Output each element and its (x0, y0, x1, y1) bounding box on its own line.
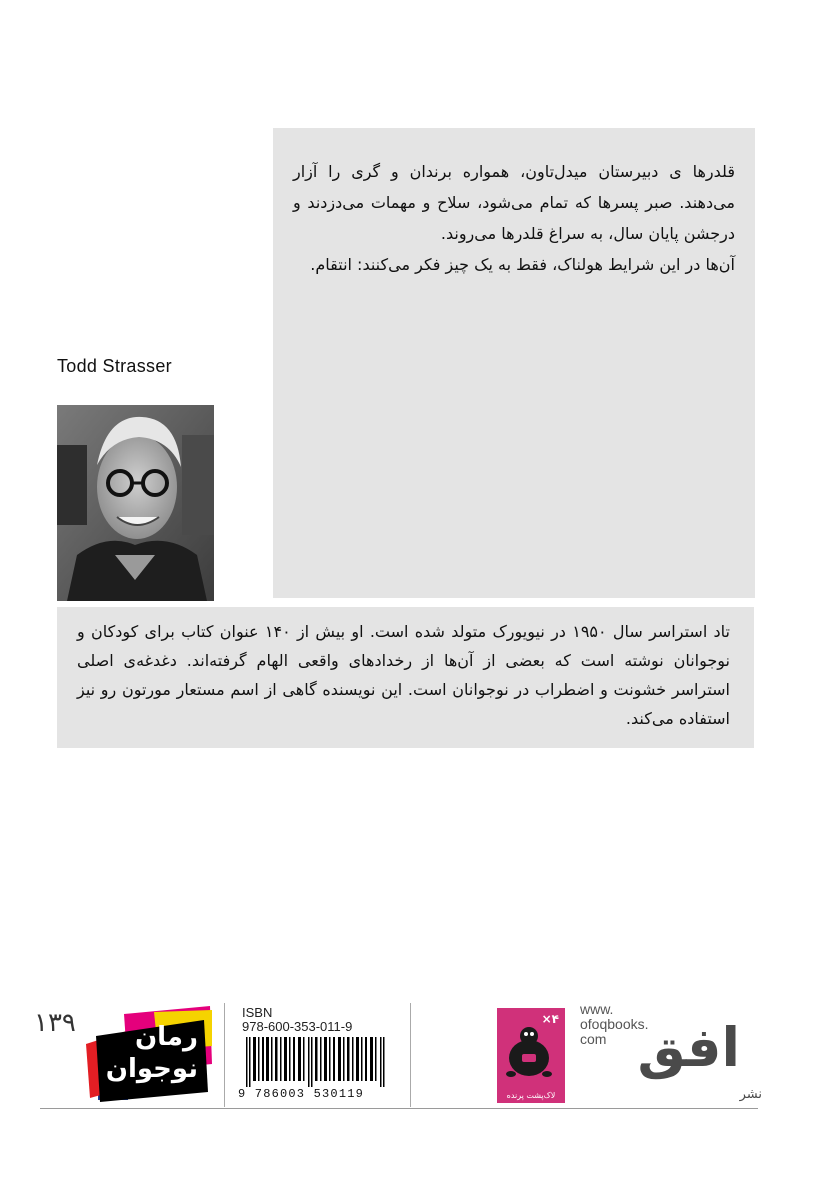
author-photo (57, 405, 214, 601)
turtle-icon (497, 1008, 565, 1103)
synopsis-panel (273, 128, 755, 598)
barcode-digits: 9 786003 530119 (238, 1087, 365, 1101)
author-bio-text: تاد استراسر سال ۱۹۵۰ در نیویورک متولد شده است. او بیش از ۱۴۰ عنوان کتاب برای کودکان و نوجوانان نوشته است که بعضی از آن‌ها از رخدادهای واقعی الهام گرفته‌اند. دغدغه‌ی اصلی استراسر خشونت و اضطراب در نوجوانان است. این نویسنده گاهی از اسم مستعار مورتون رو نیز استفاده می‌کند. (77, 622, 731, 728)
imprint-count: ×۴ (541, 1012, 559, 1026)
imprint-badge (497, 1008, 565, 1103)
author-name: Todd Strasser (57, 356, 172, 376)
author-bio-panel (57, 607, 754, 748)
page-number: ۱۳۹ (34, 1008, 76, 1038)
website-line2: ofoqbooks. (580, 1016, 649, 1032)
barcode-block (238, 1005, 400, 1105)
imprint-caption: لاک‌پشت پرنده (506, 1091, 556, 1100)
series-title-line1: رمان (134, 1022, 198, 1052)
footer-divider-left (224, 1003, 225, 1107)
synopsis-text: قلدرها ی دبیرستان میدل‌تاون، همواره برندان و گری را آزار می‌دهند. صبر پسرها که تمام می‌شود، سلاح و مهمات می‌دزدند و درجشن پایان سال، به سراغ قلدرها می‌روند. آن‌ها در این شرایط هولناک، فقط به یک چیز فکر می‌کنند: انتقام. (293, 162, 735, 274)
isbn-number: 978-600-353-011-9 (242, 1019, 353, 1034)
publisher-name: افق (637, 1016, 740, 1079)
series-logo (84, 1006, 214, 1102)
isbn-label: ISBN (242, 1005, 273, 1020)
website-line1: www. (580, 1001, 614, 1017)
publisher-tag: نشر (739, 1087, 762, 1102)
series-title-line2: نوجوان (105, 1054, 198, 1084)
footer-divider-center (410, 1003, 411, 1107)
barcode-icon (238, 1037, 396, 1087)
bottom-rule (40, 1108, 758, 1109)
publisher-logo (637, 1006, 762, 1106)
author-portrait-image (57, 405, 214, 601)
website-line3: com (580, 1031, 607, 1047)
